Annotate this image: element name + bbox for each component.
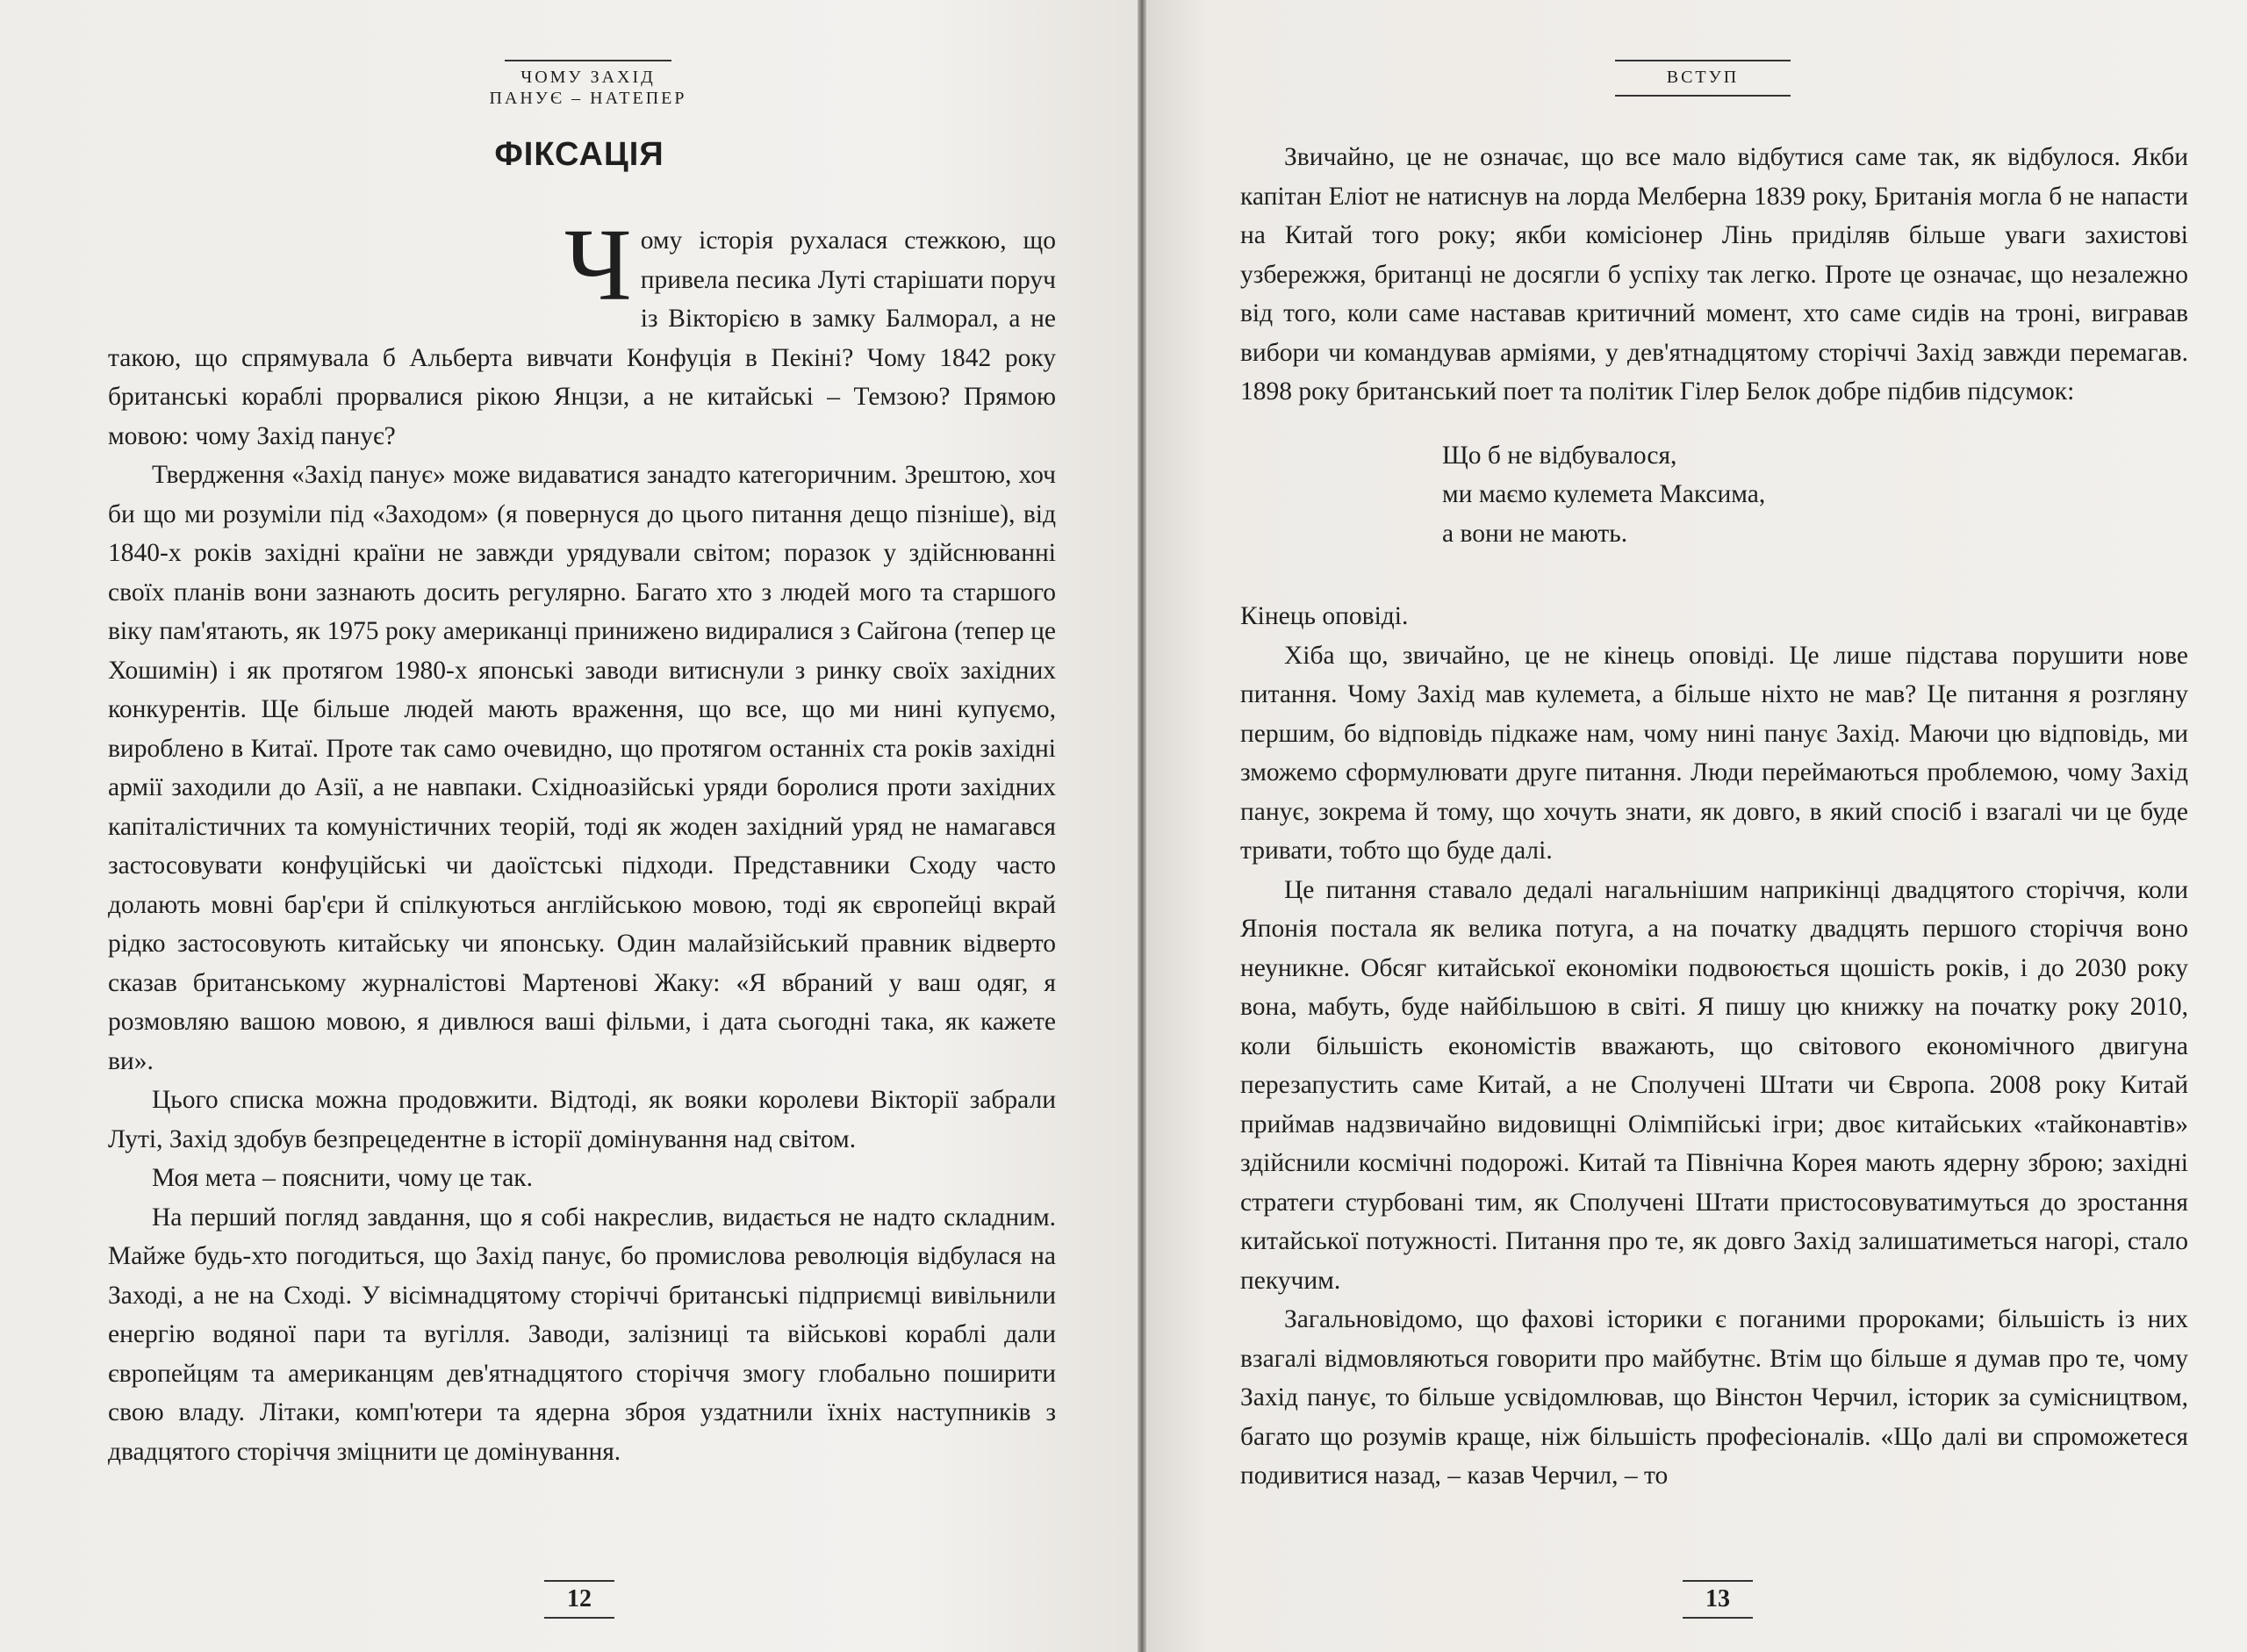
page-number: 12 bbox=[567, 1585, 592, 1612]
folio-rule bbox=[1683, 1617, 1753, 1619]
running-head-line2: ПАНУЄ – НАТЕПЕР bbox=[489, 89, 687, 108]
chapter-title: ФІКСАЦІЯ bbox=[494, 136, 664, 173]
right-body-text bbox=[1240, 138, 2188, 1496]
right-running-head bbox=[1615, 60, 1791, 97]
running-head-title: ВСТУП bbox=[1666, 68, 1740, 87]
running-head-rule bbox=[505, 60, 671, 61]
paragraph: Твердження «Захід панує» може видаватися занадто категоричним. Зрештою, хоч би що ми розуміли під «Заходом» (я повернуся до цього питання дещо пізніше), від 1840-х років західні країни не завжди урядували світом; поразок у здійснюванні своїх планів вони зазнають досить регулярно. Багато хто з людей мого та старшого віку пам'ятають, як 1975 року американці принижено видиралися з Сайгона (тепер це Хошимін) і як протягом 1980-х японські заводи витиснули з ринку своїх західних конкурентів. Ще більше людей мають враження, що все, що ми нині купуємо, вироблено в Китаї. Проте так само очевидно, що протягом останніх ста років західні армії заходили до Азії, а не навпаки. Східноазійські уряди боролися проти західних капіталістичних та комуністичних теорій, тоді як жоден західний уряд не намагався застосовувати конфуційські чи даоїстські підходи. Представники Сходу часто долають мовні бар'єри й спілкуються англійською мовою, тоді як європейці вкрай рідко застосовують китайську чи японську. Один малайзійський правник відверто сказав британському журналістові Мартенові Жаку: «Я вбраний у ваш одяг, я розмовляю вашою мовою, я дивлюся ваші фільми, і дата сьогодні така, як кажете ви». bbox=[108, 461, 1056, 1075]
verse-line: а вони не мають. bbox=[1442, 519, 1628, 548]
paragraph: Хіба що, звичайно, це не кінець оповіді. Це лише підстава порушити нове питання. Чому Захід мав кулемета, а більше ніхто не мав? Це питання я розгляну першим, бо відповідь підкаже нам, чому нині панує Захід. Маючи цю відповідь, ми зможемо сформулювати друге питання. Люди переймаються проблемою, чому Захід панує, зокрема й тому, що хочуть знати, як довго, в який спосіб і взагалі чи це буде тривати, тобто що буде далі. bbox=[1240, 641, 2188, 865]
paragraph: Це питання ставало дедалі нагальнішим наприкінці двадцятого сторіччя, коли Японія постала як велика потуга, а на початку двадцять першого сторіччя воно неуникне. Обсяг китайської економіки подвоюється щошість років, і до 2030 року вона, мабуть, буде найбільшою в світі. Я пишу цю книжку на початку року 2010, коли більшість економістів вважають, що світового економічного двигуна перезапустить саме Китай, а не Сполучені Штати чи Європа. 2008 року Китай приймав надзвичайно видовищні Олімпійські ігри; двоє китайських «тайконавтів» здійснили космічні подорожі. Китай та Північна Корея мають ядерну зброю; західні стратеги стурбовані тим, як Сполучені Штати пристосовуватимуться до зростання китайської потужності. Питання про те, як довго Захід залишатиметься нагорі, стало пекучим. bbox=[1240, 875, 2188, 1295]
paragraph: Моя мета – пояснити, чому це так. bbox=[152, 1164, 534, 1192]
spacer bbox=[1240, 578, 2188, 597]
left-page-number bbox=[544, 1580, 614, 1619]
folio-rule bbox=[544, 1617, 614, 1619]
paragraph: На перший погляд завдання, що я собі накреслив, видається не надто складним. Майже будь-хто погодиться, що Захід панує, бо промислова революція відбулася на Заході, а не на Сході. У вісімнадцятому сторіччі британські підприємці вивільнили енергію водяної пари та вугілля. Заводи, залізниці та військові кораблі дали європейцям та американцям дев'ятнадцятого сторіччя змогу глобально поширити свою владу. Літаки, комп'ютери та ядерна зброя уздатнили їхніх наступників з двадцятого сторіччя зміцнити це домінування. bbox=[108, 1203, 1056, 1466]
left-body-text bbox=[108, 207, 1056, 1471]
paragraph: Звичайно, це не означає, що все мало відбутися саме так, як відбулося. Якби капітан Еліот не натиснув на лорда Мелберна 1839 року, Британія могла б не напасти на Китай того року; якби комісіонер Лінь приділяв більше уваги захистові узбережжя, британці не досягли б успіху так легко. Проте це означає, що незалежно від того, коли саме наставав критичний момент, хто саме сидів на троні, вигравав вибори чи командував арміями, у дев'ятнадцятому сторіччі Захід завжди перемагав. 1898 року британський поет та політик Гілер Белок добре підбив підсумок: bbox=[1240, 143, 2188, 406]
verse-line: Що б не відбувалося, bbox=[1442, 441, 1677, 470]
running-head-rule bbox=[1615, 60, 1791, 61]
running-head-rule bbox=[1615, 95, 1791, 97]
verse-line: ми маємо кулемета Максима, bbox=[1442, 480, 1766, 508]
paragraph: Загальновідомо, що фахові історики є поганими пророками; більшість із них взагалі відмовляються говорити про майбутнє. Втім що більше я думав про те, чому Захід панує, то більше усвідомлював, що Вінстон Черчил, історик за сумісництвом, багато що розумів краще, ніж більшість професіоналів. «Що далі ви спроможетеся подивитися назад, – казав Черчил, – то bbox=[1240, 1305, 2188, 1490]
book-gutter bbox=[1138, 0, 1146, 1652]
running-head-line1: ЧОМУ ЗАХІД bbox=[520, 68, 656, 87]
paragraph: Кінець оповіді. bbox=[1240, 602, 1409, 630]
paragraph: Цього списка можна продовжити. Відтоді, як вояки королеви Вікторії забрали Луті, Захід здобув безпрецедентне в історії домінування над світом. bbox=[108, 1086, 1056, 1153]
left-running-head bbox=[474, 60, 702, 109]
opening-paragraph bbox=[108, 207, 1056, 456]
right-page-number bbox=[1683, 1580, 1753, 1619]
drop-cap: Ч bbox=[564, 207, 632, 322]
opening-paragraph-text: ому історія рухалася стежкою, що привела песика Луті старішати поруч із Вікторією в замку Балморал, а не такою, що спрямувала б Альберта вивчати Конфуція в Пекіні? Чому 1842 року британські кораблі прорвалися рікою Янцзи, а не китайські – Темзою? Прямою мовою: чому Захід панує? bbox=[108, 226, 1056, 450]
verse-quote bbox=[1442, 436, 2188, 554]
page-number: 13 bbox=[1705, 1585, 1730, 1612]
